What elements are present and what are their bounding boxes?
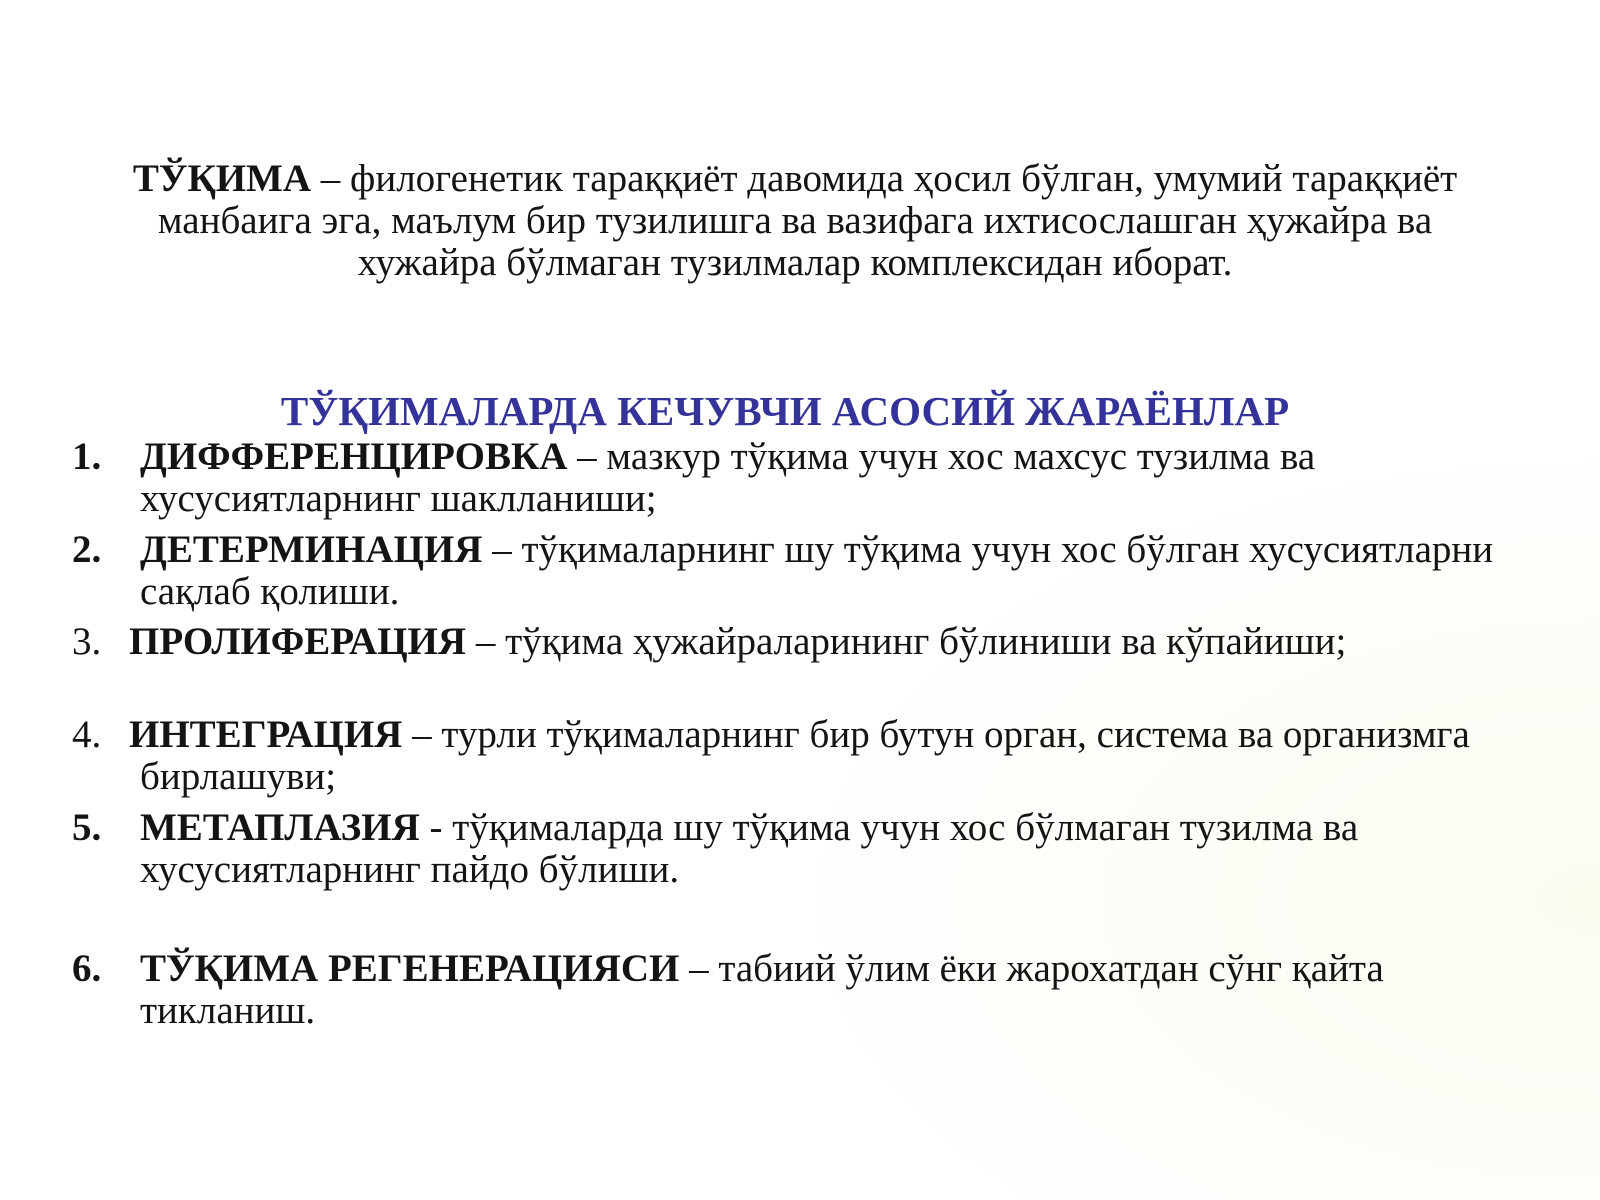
list-item-term: ИНТЕГРАЦИЯ — [129, 713, 403, 756]
list-item-4 — [72, 714, 1532, 798]
list-item-2 — [72, 529, 1532, 613]
list-item-text: – тўқима ҳужайраларининг бўлиниши ва кўпайиши; — [466, 620, 1347, 663]
list-item-term: ТЎҚИМА РЕГЕНЕРАЦИЯСИ — [140, 947, 680, 990]
list-item-text: – турли тўқималарнинг бир бутун орган, система ва организмга бирлашуви; — [140, 713, 1470, 798]
definition-paragraph — [120, 158, 1470, 284]
list-item-text: – табиий ўлим ёки жарохатдан сўнг қайта тикланиш. — [140, 947, 1384, 1032]
list-item-5 — [72, 807, 1532, 891]
section-title: ТЎҚИМАЛАРДА КЕЧУВЧИ АСОСИЙ ЖАРАЁНЛАР — [280, 388, 1290, 434]
list-item-term: ПРОЛИФЕРАЦИЯ — [129, 620, 467, 663]
list-item-number: 5. — [72, 806, 102, 849]
list-item-term: ДЕТЕРМИНАЦИЯ — [140, 528, 483, 571]
list-item-text: – тўқималарнинг шу тўқима учун хос бўлган хусусиятларни сақлаб қолиши. — [140, 528, 1494, 613]
list-item-number: 6. — [72, 947, 102, 990]
list-item-number: 2. — [72, 528, 102, 571]
list-item-3 — [72, 621, 1532, 663]
list-item-6 — [72, 948, 1532, 1032]
list-item-number: 3. — [72, 620, 102, 663]
definition-text: – филогенетик тараққиёт давомида ҳосил бўлган, умумий тараққиёт манбаига эга, маълум бир тузилишга ва вазифага ихтисослашган ҳужайра ва хужайра бўлмаган тузилмалар комплексидан иборат. — [157, 157, 1458, 284]
list-item-text: – мазкур тўқима учун хос махсус тузилма ва хусусиятларнинг шаклланиши; — [140, 435, 1316, 520]
list-item-number: 1. — [72, 435, 102, 478]
list-item-term: МЕТАПЛАЗИЯ — [140, 806, 420, 849]
definition-term: ТЎҚИМА — [132, 157, 312, 200]
list-item-term: ДИФФЕРЕНЦИРОВКА — [140, 435, 568, 478]
list-item-1 — [72, 436, 1532, 520]
list-item-number: 4. — [72, 713, 102, 756]
list-item-text: - тўқималарда шу тўқима учун хос бўлмаган тузилма ва хусусиятларнинг пайдо бўлиши. — [140, 806, 1359, 891]
